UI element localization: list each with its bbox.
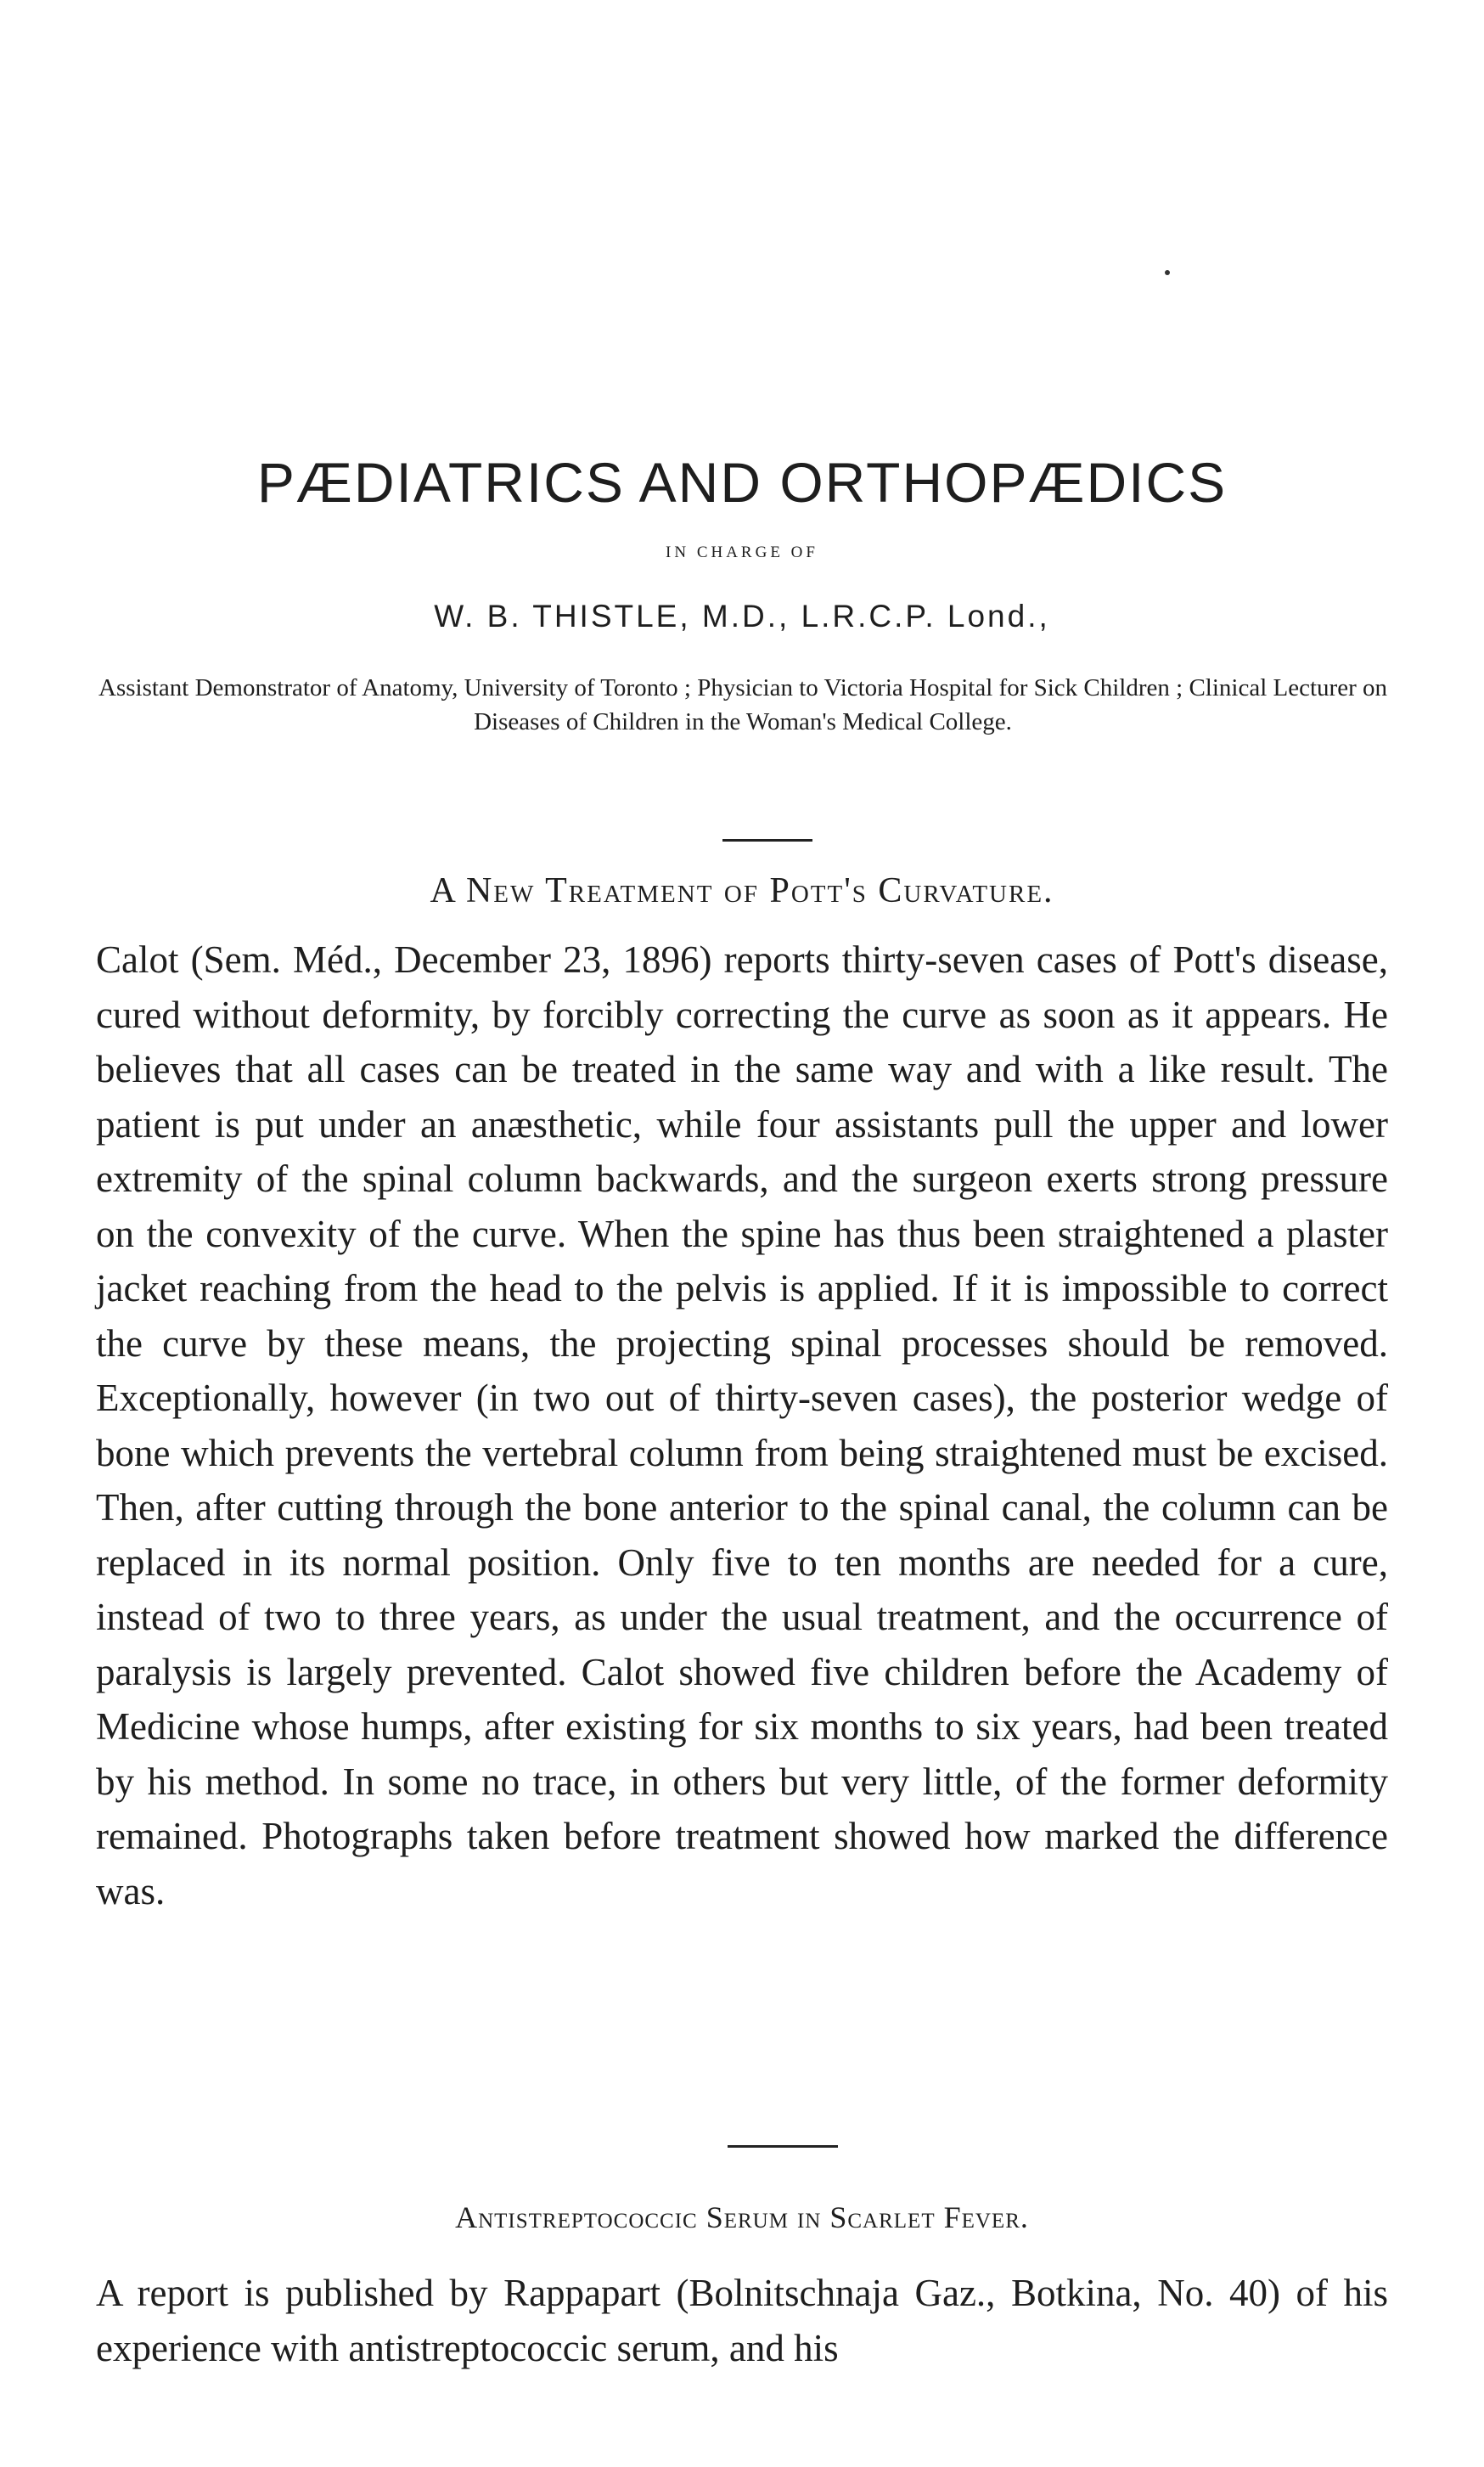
author-affiliation: Assistant Demonstrator of Anatomy, University of Toronto ; Physician to Victoria Hospital for Sick Children ; Clinical Lecturer on Diseases of Children in the Woman's Medical College. (98, 674, 1387, 735)
print-speck (1165, 270, 1170, 275)
author-name: W. B. THISTLE, M.D., L.R.C.P. Lond., (434, 599, 1050, 634)
article-body: A report is published by Rappapart (Bolnitschnaja Gaz., Botkina, No. 40) of his experience with antistreptococcic serum, and his (96, 2272, 1388, 2369)
article-title: A New Treatment of Pott's Curvature. (430, 871, 1054, 910)
article-body: Calot (Sem. Méd., December 23, 1896) reports thirty-seven cases of Pott's disease, cured without deformity, by forcibly correcting the curve as soon as it appears. He believes that all cases can be treated in the same way and with a like result. The patient is put under an anæsthetic, while four assistants pull the upper and lower extremity of the spinal column backwards, and the surgeon exerts strong pressure on the convexity of the curve. When the spine has thus been straightened a plaster jacket reaching from the head to the pelvis is applied. If it is impossible to correct the curve by these means, the projecting spinal processes should be removed. Exceptionally, however (in two out of thirty-seven cases), the posterior wedge of bone which prevents the vertebral column from being straightened must be excised. Then, after cutting through the bone anterior to the spinal canal, the column can be replaced in its normal position. Only five to ten months are needed for a cure, instead of two to three years, as under the usual treatment, and the occurrence of paralysis is largely prevented. Calot showed five children before the Academy of Medicine whose humps, after existing for six months to six years, had been treated by his method. In some no trace, in others but very little, of the former deformity remained. Photographs taken before treatment showed how marked the difference was. (96, 938, 1388, 1912)
section-divider (722, 839, 812, 842)
article-title: Antistreptococcic Serum in Scarlet Fever. (455, 2200, 1029, 2234)
section-divider (728, 2145, 838, 2148)
in-charge-label: IN CHARGE OF (666, 544, 818, 561)
section-title: PÆDIATRICS AND ORTHOPÆDICS (256, 451, 1228, 514)
